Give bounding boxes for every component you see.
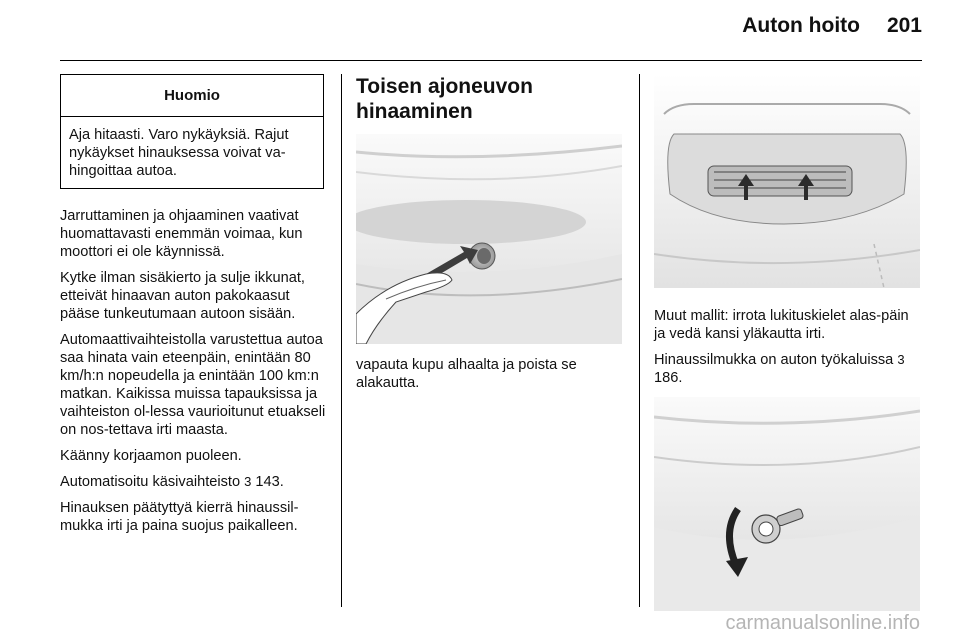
figure-caption-cover: vapauta kupu alhaalta ja poista se alakautta. bbox=[356, 357, 577, 391]
cross-reference-arrow-icon: 3 bbox=[244, 474, 252, 489]
paragraph-automatic-transmission: Automaattivaihteistolla varustettua autoa saa hinata vain eteenpäin, enintään 80 km/h:n nopeudella ja enintään 100 km:n matkan. Kaikissa muissa tapauksissa ja vaihteiston ol-lessa vaurioitunut etuakseli on nos-tettava irti maasta. bbox=[60, 332, 326, 438]
paragraph-after-towing: Hinauksen päätyttyä kierrä hinaussil-mukka irti ja paina suojus paikalleen. bbox=[60, 500, 299, 534]
automated-manual-page-ref[interactable]: 143. bbox=[251, 474, 284, 490]
column-divider-1 bbox=[341, 74, 342, 607]
paragraph-other-models: Muut mallit: irrota lukituskielet alas-päin ja vedä kansi yläkautta irti. bbox=[654, 308, 909, 342]
towing-eye-page-ref[interactable]: 186. bbox=[654, 370, 683, 386]
grille-cover-illustration bbox=[654, 74, 920, 288]
paragraph-automated-manual bbox=[60, 473, 326, 491]
page-header-title: Auton hoito bbox=[742, 14, 860, 37]
bumper-cover-removal-illustration bbox=[356, 134, 622, 344]
towing-eye-illustration bbox=[654, 397, 920, 611]
column-divider-2 bbox=[639, 74, 640, 607]
left-column bbox=[60, 74, 326, 535]
right-column bbox=[654, 74, 922, 611]
towing-eye-text: Hinaussilmukka on auton työkaluissa bbox=[654, 352, 898, 368]
middle-column bbox=[356, 74, 624, 392]
paragraph-ventilation: Kytke ilman sisäkierto ja sulje ikkunat, etteivät hinaavan auton pakokaasut pääse tunkeutumaan autoon sisään. bbox=[60, 270, 305, 322]
note-box bbox=[60, 74, 324, 189]
note-heading: Huomio bbox=[61, 75, 323, 117]
header-rule bbox=[60, 60, 922, 61]
watermark: carmanualsonline.info bbox=[725, 612, 920, 634]
paragraph-towing-eye bbox=[654, 351, 922, 387]
section-title: Toisen ajoneuvon hinaaminen bbox=[356, 75, 533, 123]
paragraph-workshop: Käänny korjaamon puoleen. bbox=[60, 448, 242, 464]
note-text: Aja hitaasti. Varo nykäyksiä. Rajut nykäykset hinauksessa voivat va-hingoittaa autoa. bbox=[69, 127, 289, 179]
paragraph-braking: Jarruttaminen ja ohjaaminen vaativat huomattavasti enemmän voimaa, kun moottori ei ole käynnissä. bbox=[60, 208, 303, 260]
automated-manual-text: Automatisoitu käsivaihteisto bbox=[60, 474, 245, 490]
cross-reference-arrow-icon: 3 bbox=[897, 352, 905, 367]
page-number: 201 bbox=[886, 14, 922, 37]
